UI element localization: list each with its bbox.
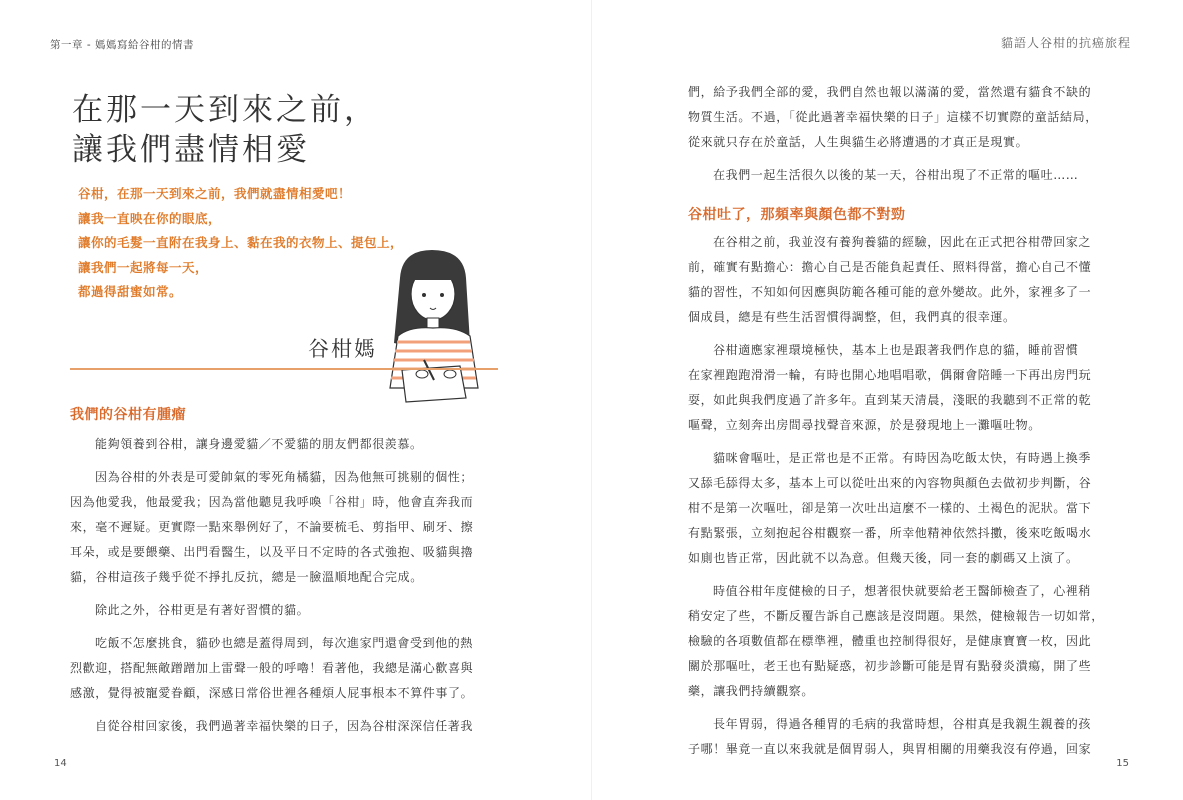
paragraph: 在谷柑之前，我並沒有養狗養貓的經驗，因此在正式把谷柑帶回家之 前，確實有點擔心：擔心自己是否能負起責任、照料得當，擔心自己不懂 貓的習性，不知如何因應與防範各種可能的意外變故。此外，家裡多了一 個成員，總是有些生活習慣得調整，但，我們真的很幸運。: [688, 235, 1092, 324]
paragraph: 除此之外，谷柑更是有著好習慣的貓。: [95, 603, 310, 617]
paragraph: 能夠領養到谷柑，讓身邊愛貓／不愛貓的朋友們都很羨慕。: [95, 437, 423, 451]
running-head-left: 第一章 - 媽媽寫給谷柑的情書: [50, 39, 194, 51]
running-head-right: 貓語人谷柑的抗癌旅程: [1000, 36, 1131, 50]
right-page: [592, 0, 1183, 800]
girl-writing-illustration: [380, 248, 485, 403]
intro-line: 谷柑，在那一天到來之前，我們就盡情相愛吧！: [78, 186, 352, 201]
intro-line: 讓你的毛髮一直附在我身上、黏在我的衣物上、提包上，: [78, 235, 404, 250]
intro-line: 讓我一直映在你的眼底，: [78, 210, 222, 226]
paragraph: 在我們一起生活很久以後的某一天，谷柑出現了不正常的嘔吐……: [713, 168, 1079, 182]
body-text-right: [688, 230, 1128, 770]
intro-line: 都過得甜蜜如常。: [78, 284, 183, 299]
intro-line: 讓我們一起將每一天，: [78, 259, 209, 275]
page-number-right: 15: [1116, 758, 1129, 769]
intro-quote: [78, 182, 403, 305]
section-heading: 谷柑吐了，那頻率與顏色都不對勁: [688, 207, 906, 223]
paragraph: 貓咪會嘔吐，是正常也是不正常。有時因為吃飯太快，有時遇上換季 又舔毛舔得太多，基本上可以從吐出來的內容物與顏色去做初步判斷，谷 柑不是第一次嘔吐，卻是第一次吐出這麼不一樣的、土褐色的泥狀。當下 有點緊張，立刻抱起谷柑觀察一番，所幸他精神依然抖擻，後來吃飯喝水 如廁也皆正常，因此就不以為意。但幾天後，同一套的劇碼又上演了。: [688, 451, 1092, 565]
title-line: 在那一天到來之前，: [72, 92, 378, 128]
paragraph: 谷柑適應家裡環境極快，基本上也是跟著我們作息的貓，睡前習慣 在家裡跑跑滑滑一輪，有時也開心地唱唱歌，偶爾會陪睡一下再出房門玩 耍，如此與我們度過了許多年。直到某天清晨，淺眠的我聽到不正常的乾 嘔聲，立刻奔出房間尋找聲音來源，於是發現地上一灘嘔吐物。: [688, 343, 1092, 432]
author-signature: 谷柑媽: [308, 337, 377, 361]
paragraph: 時值谷柑年度健檢的日子，想著很快就要給老王醫師檢查了，心裡稍 稍安定了些，不斷反覆告訴自己應該是沒問題。果然，健檢報告一切如常， 檢驗的各項數值都在標準裡，體重也控制得很好，是健康寶寶一枚，因此 關於那嘔吐，老王也有點疑惑，初步診斷可能是胃有點發炎潰瘍，開了些 藥，讓我們持續觀察。: [688, 584, 1104, 698]
paragraph: 自從谷柑回家後，我們過著幸福快樂的日子，因為谷柑深深信任著我: [95, 719, 474, 733]
section-divider: [70, 368, 498, 370]
paragraph: 吃飯不怎麼挑食，貓砂也總是蓋得周到，每次進家門還會受到他的熱 烈歡迎，搭配無敵蹭蹭加上雷聲一般的呼嚕！看著他，我總是滿心歡喜與 感激，覺得被寵愛眷顧，深感日常俗世裡各種煩人屁事根本不算件事了。: [70, 636, 474, 700]
section-heading: 我們的谷柑有腫瘤: [70, 407, 186, 423]
body-text-left: [70, 432, 510, 747]
paragraph: 因為谷柑的外表是可愛帥氣的零死角橘貓，因為他無可挑剔的個性； 因為他愛我，他最愛我；因為當他聽見我呼喚「谷柑」時，他會直奔我而 來，毫不遲疑。更實際一點來舉例好了，不論要梳毛、剪指甲、刷牙、擦 耳朵，或是要餵藥、出門看醫生，以及平日不定時的各式強抱、吸貓與擼 貓，谷柑這孩子幾乎從不掙扎反抗，總是一臉溫順地配合完成。: [70, 470, 474, 584]
left-page: [0, 0, 591, 800]
chapter-title: [72, 90, 378, 170]
paragraph: 長年胃弱，得過各種胃的毛病的我當時想，谷柑真是我親生親養的孩 子哪！畢竟一直以來我就是個胃弱人，與胃相關的用藥我沒有停過，回家: [688, 717, 1092, 756]
body-text-right-top: [688, 80, 1128, 196]
paragraph: 們，給予我們全部的愛，我們自然也報以滿滿的愛，當然還有貓食不缺的 物質生活。不過，「從此過著幸福快樂的日子」這樣不切實際的童話結局， 從來就只存在於童話，人生與貓生必將遭遇的才真正是現實。: [688, 85, 1098, 149]
title-line: 讓我們盡情相愛: [72, 132, 310, 168]
page-number-left: 14: [54, 758, 67, 769]
